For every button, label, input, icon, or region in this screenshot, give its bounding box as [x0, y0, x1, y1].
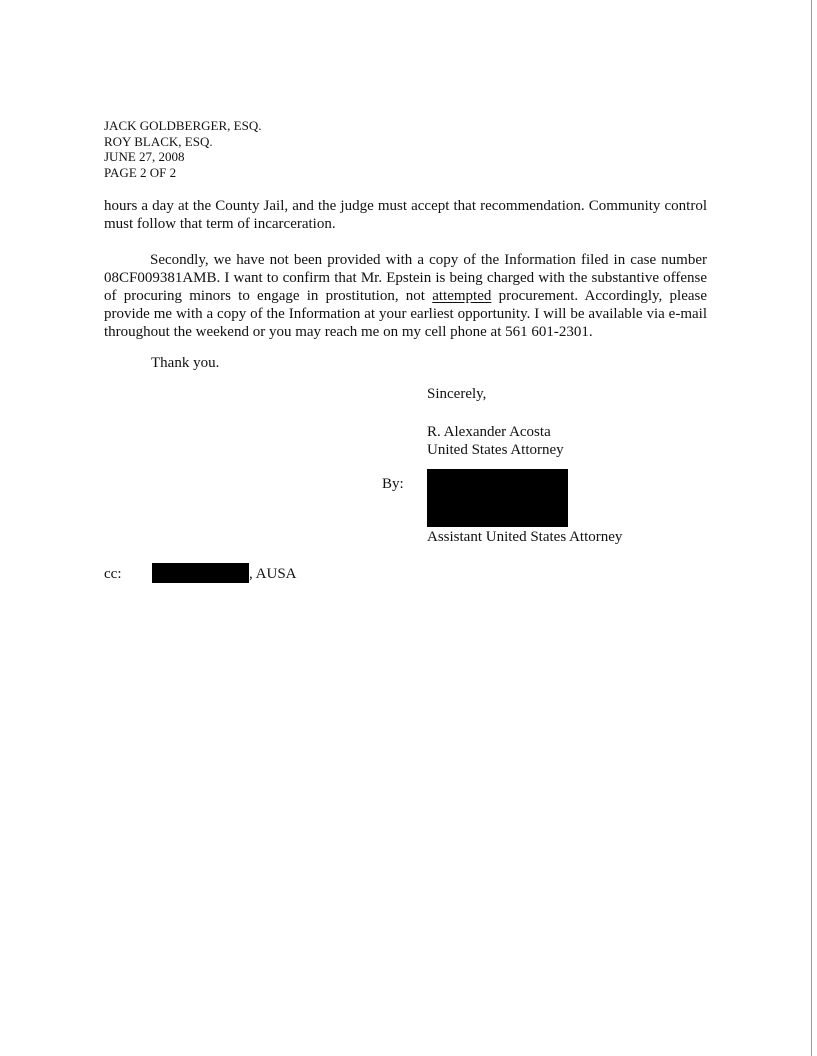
by-label: By:	[382, 476, 404, 492]
redaction-signature-block	[427, 469, 568, 527]
underlined-word-attempted: attempted	[432, 288, 492, 304]
letter-header	[104, 118, 261, 180]
header-page-number: PAGE 2 OF 2	[104, 164, 177, 180]
signatory-name: R. Alexander Acosta	[427, 424, 551, 440]
body-paragraph-2	[104, 251, 707, 341]
scan-edge-line	[811, 0, 812, 1056]
closing-sincerely: Sincerely,	[427, 386, 487, 402]
header-date: JUNE 27, 2008	[104, 149, 185, 164]
cc-label: cc:	[104, 566, 122, 582]
paragraph-2-text-end: procurement. Accordingly, please provide me with a copy of the Information at your earliest opportunity. I will be available via e-mail throughout the weekend or you may reach me on my cell phone at 561 601-2301.	[104, 288, 707, 340]
assistant-role-line: Assistant United States Attorney	[427, 529, 623, 545]
paragraph-2-text-start: Secondly, we have not been provided with a copy of the Information filed in case number 08CF009381AMB. I want to confirm that Mr. Epstein is being charged with the substantive offense of procuring minors to engage in prostitution, not	[104, 252, 707, 304]
body-paragraph-1: hours a day at the County Jail, and the judge must accept that recommendation. Community control must follow that term of incarceration.	[104, 198, 707, 232]
redaction-cc-name	[152, 563, 249, 583]
cc-ausa-suffix: , AUSA	[249, 566, 297, 582]
signatory-title: United States Attorney	[427, 442, 564, 458]
header-recipient-goldberger: JACK GOLDBERGER, ESQ.	[104, 118, 262, 133]
header-recipient-black: ROY BLACK, ESQ.	[104, 133, 213, 149]
thank-you-line: Thank you.	[151, 355, 220, 371]
